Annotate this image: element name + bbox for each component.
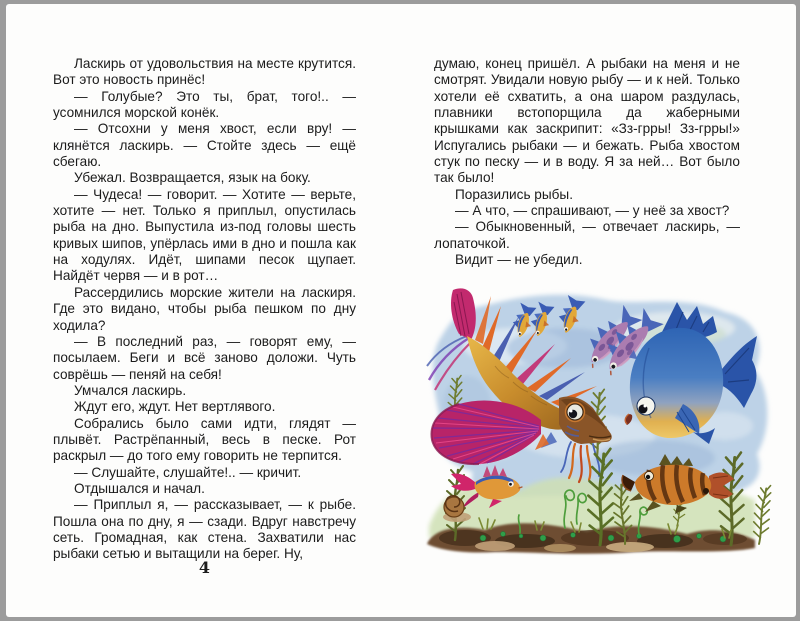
paragraph: Ласкирь от удовольствия на месте крутится. Вот это новость принёс! [53,56,356,88]
paragraph: — Приплыл я, — рассказывает, — к рыбе. Пошла она по дну, я — сзади. Вдруг навстречу сеть. Громадная, как стена. Захватили нас рыбаки сетью и вытащили на берег. Ну, [53,497,356,562]
paragraph: Рассердились морские жители на ласкиря. Где это видано, чтобы рыба пешком по дну ходила? [53,284,356,333]
paragraph: — Отсохни у меня хвост, если вру! — клянётся ласкирь. — Стойте здесь — ещё сбегаю. [53,121,356,170]
paragraph: — Обыкновенный, — отвечает ласкирь, — лопаточкой. [434,219,740,251]
paragraph: — Голубые? Это ты, брат, того!.. — усомнился морской конёк. [53,88,356,121]
book-spread [6,4,796,617]
underwater-illustration [425,286,773,576]
paragraph: Убежал. Возвращается, язык на боку. [74,170,311,186]
page-number: 4 [198,558,211,577]
paragraph: думаю, конец пришёл. А рыбаки на меня и не смотрят. Увидали новую рыбу — и к ней. Только хотели её схватить, а она шаром раздулась, плавники встопорщила да жаберными крышками как заскрипит: «Зз-грры! Зз-грры!» Испугались рыбаки — и бежать. Рыба хвостом стук по песку — и в воду. Я за ней… Вот было так было! [434,56,740,186]
right-page-text [434,56,740,268]
paragraph: Отдышался и начал. [74,480,205,496]
paragraph: — Слушайте, слушайте!.. — кричит. [74,464,302,480]
paragraph: — Чудеса! — говорит. — Хотите — верьте, хотите — нет. Только я приплыл, опустилась рыба на дно. Выпустила из-под головы шесть кривых шипов, упёрлась ими в дно и пошла как на ходулях. Идёт, шипами песок щупает. Найдёт червя — и в рот… [53,186,356,284]
paragraph: Собрались было сами идти, глядят — плывёт. Растрёпанный, весь в песке. Рот раскрыл — до того ему говорить не терпится. [53,415,356,464]
paragraph: Умчался ласкирь. [74,382,187,398]
paragraph: — А что, — спрашивают, — у неё за хвост? [455,203,730,219]
paragraph: Ждут его, ждут. Нет вертлявого. [74,399,276,415]
left-page-text [53,56,356,563]
paragraph: Видит — не убедил. [455,252,583,268]
paragraph: Поразились рыбы. [455,186,573,202]
paragraph: — В последний раз, — говорят ему, — посылаем. Беги и всё заново доложи. Чуть соврёшь — пеняй на себя! [53,333,356,382]
